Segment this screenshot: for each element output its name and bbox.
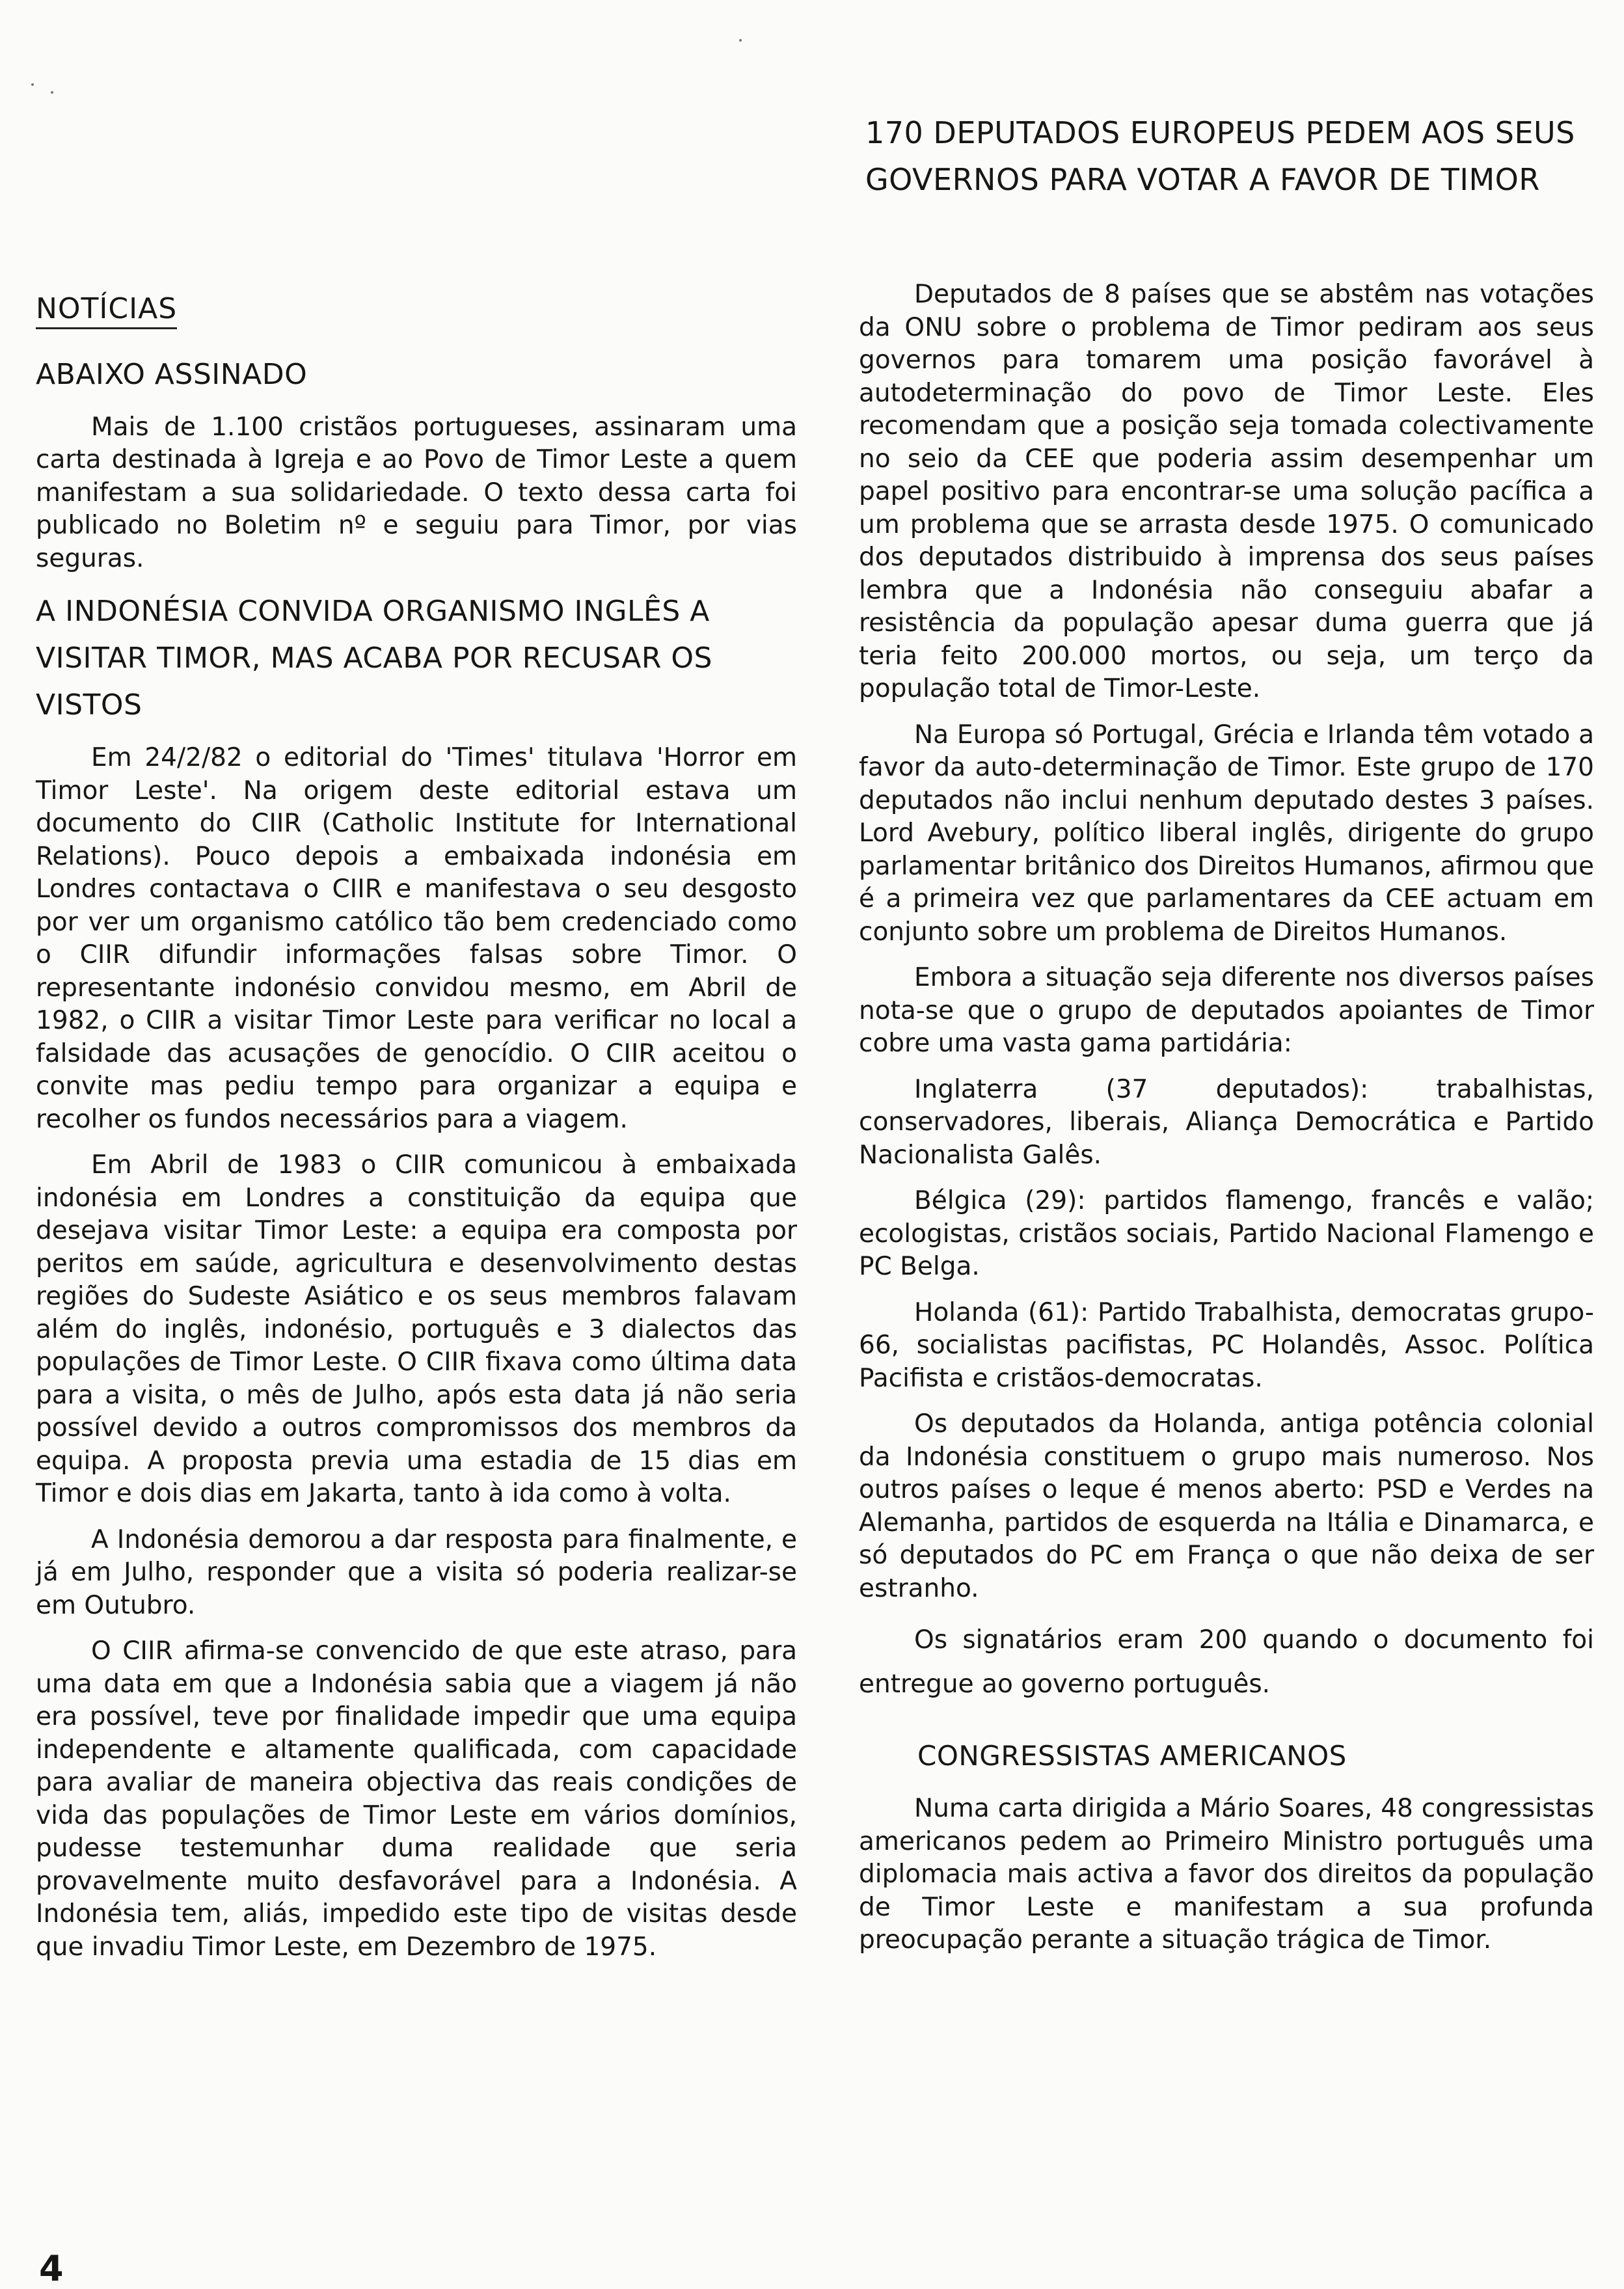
article-paragraph: Bélgica (29): partidos flamengo, francês e valão; ecologistas, cristãos sociais, Partido Nacional Flamengo e PC Belga. xyxy=(859,1186,1594,1281)
right-column xyxy=(859,278,1594,1970)
article-heading-indonesia: A INDONÉSIA CONVIDA ORGANISMO INGLÊS A VISITAR TIMOR, MAS ACABA POR RECUSAR OS VISTOS xyxy=(36,595,712,722)
article-paragraph: Inglaterra (37 deputados): trabalhistas, conservadores, liberais, Aliança Democrática e Partido Nacionalista Galês. xyxy=(859,1074,1594,1170)
article-paragraph: O CIIR afirma-se convencido de que este atraso, para uma data em que a Indonésia sabia que a viagem já não era possível, teve por finalidade impedir que uma equipa independente e altamente qualificada, com capacidade para avaliar de maneira objectiva das reais condições de vida das populações de Timor Leste em vários domínios, pudesse testemunhar duma realidade que seria provavelmente muito desfavorável para a Indonésia. A Indonésia tem, aliás, impedido este tipo de visitas desde que invadiu Timor Leste, em Dezembro de 1975. xyxy=(36,1636,797,1962)
article-paragraph: Numa carta dirigida a Mário Soares, 48 congressistas americanos pedem ao Primeiro Ministro português uma diplomacia mais activa a favor dos direitos da população de Timor Leste e manifestam a sua profunda preocupação perante a situação trágica de Timor. xyxy=(859,1794,1594,1955)
section-label: NOTÍCIAS xyxy=(36,293,177,329)
article-heading-congressistas: CONGRESSISTAS AMERICANOS xyxy=(917,1740,1347,1772)
scan-speck xyxy=(51,91,53,94)
article-paragraph: Em 24/2/82 o editorial do 'Times' titulava 'Horror em Timor Leste'. Na origem deste editorial estava um documento do CIIR (Catholic Institute for International Relations). Pouco depois a embaixada indonésia em Londres contactava o CIIR e manifestava o seu desgosto por ver um organismo católico tão bem credenciado como o CIIR difundir informações falsas sobre Timor. O representante indonésio convidou mesmo, em Abril de 1982, o CIIR a visitar Timor Leste para verificar no local a falsidade das acusações de genocídio. O CIIR aceitou o convite mas pediu tempo para organizar a equipa e recolher os fundos necessários para a viagem. xyxy=(36,743,797,1134)
article-paragraph: Os deputados da Holanda, antiga potência colonial da Indonésia constituem o grupo mais numeroso. Nos outros países o leque é menos aberto: PSD e Verdes na Alemanha, partidos de esquerda na Itália e Dinamarca, e só deputados do PC em França o que não deixa de ser estranho. xyxy=(859,1409,1594,1603)
article-paragraph: Na Europa só Portugal, Grécia e Irlanda têm votado a favor da auto-determinação de Timor. Este grupo de 170 deputados não inclui nenhum deputado destes 3 países. Lord Avebury, político liberal inglês, dirigente do grupo parlamentar britânico dos Direitos Humanos, afirmou que é a primeira vez que parlamentares da CEE actuam em conjunto sobre um problema de Direitos Humanos. xyxy=(859,720,1594,947)
header-line-2: GOVERNOS PARA VOTAR A FAVOR DE TIMOR xyxy=(865,162,1540,197)
header-line-1: 170 DEPUTADOS EUROPEUS PEDEM AOS SEUS xyxy=(865,115,1575,150)
article-paragraph: Deputados de 8 países que se abstêm nas votações da ONU sobre o problema de Timor pediram aos seus governos para tomarem uma posição favorável à autodeterminação do povo de Timor Leste. Eles recomendam que a posição seja tomada colectivamente no seio da CEE que poderia assim desempenhar um papel positivo para encontrar-se uma solução pacífica a um problema que se arrasta desde 1975. O comunicado dos deputados distribuido à imprensa dos seus países lembra que a Indonésia não conseguiu abafar a resistência da população apesar duma guerra que já teria feito 200.000 mortos, ou seja, um terço da população total de Timor-Leste. xyxy=(859,280,1594,703)
page-number: 4 xyxy=(39,2248,64,2289)
scan-speck xyxy=(739,39,742,42)
article-paragraph: Mais de 1.100 cristãos portugueses, assinaram uma carta destinada à Igreja e ao Povo de Timor Leste a quem manifestam a sua solidariedade. O texto dessa carta foi publicado no Boletim nº e seguiu para Timor, por vias seguras. xyxy=(36,412,797,573)
scan-speck xyxy=(31,83,34,86)
page-header xyxy=(865,109,1588,203)
left-column xyxy=(36,293,797,1977)
article-paragraph: A Indonésia demorou a dar resposta para finalmente, e já em Julho, responder que a visita só poderia realizar-se em Outubro. xyxy=(36,1524,797,1620)
article-paragraph: Em Abril de 1983 o CIIR comunicou à embaixada indonésia em Londres a constituição da equipa que desejava visitar Timor Leste: a equipa era composta por peritos em saúde, agricultura e desenvolvimento destas regiões do Sudeste Asiático e os seus membros falavam além do inglês, indonésio, português e 3 dialectos das populações de Timor Leste. O CIIR fixava como última data para a visita, o mês de Julho, após esta data já não seria possível devido a outros compromissos dos membros da equipa. A proposta previa uma estadia de 15 dias em Timor e dois dias em Jakarta, tanto à ida como à volta. xyxy=(36,1150,797,1508)
article-paragraph: Os signatários eram 200 quando o documento foi entregue ao governo português. xyxy=(859,1625,1594,1699)
article-paragraph: Holanda (61): Partido Trabalhista, democratas grupo-66, socialistas pacifistas, PC Holandês, Assoc. Política Pacifista e cristãos-democratas. xyxy=(859,1297,1594,1393)
article-paragraph: Embora a situação seja diferente nos diversos países nota-se que o grupo de deputados apoiantes de Timor cobre uma vasta gama partidária: xyxy=(859,963,1594,1058)
article-heading-abaixo-assinado: ABAIXO ASSINADO xyxy=(36,357,308,391)
